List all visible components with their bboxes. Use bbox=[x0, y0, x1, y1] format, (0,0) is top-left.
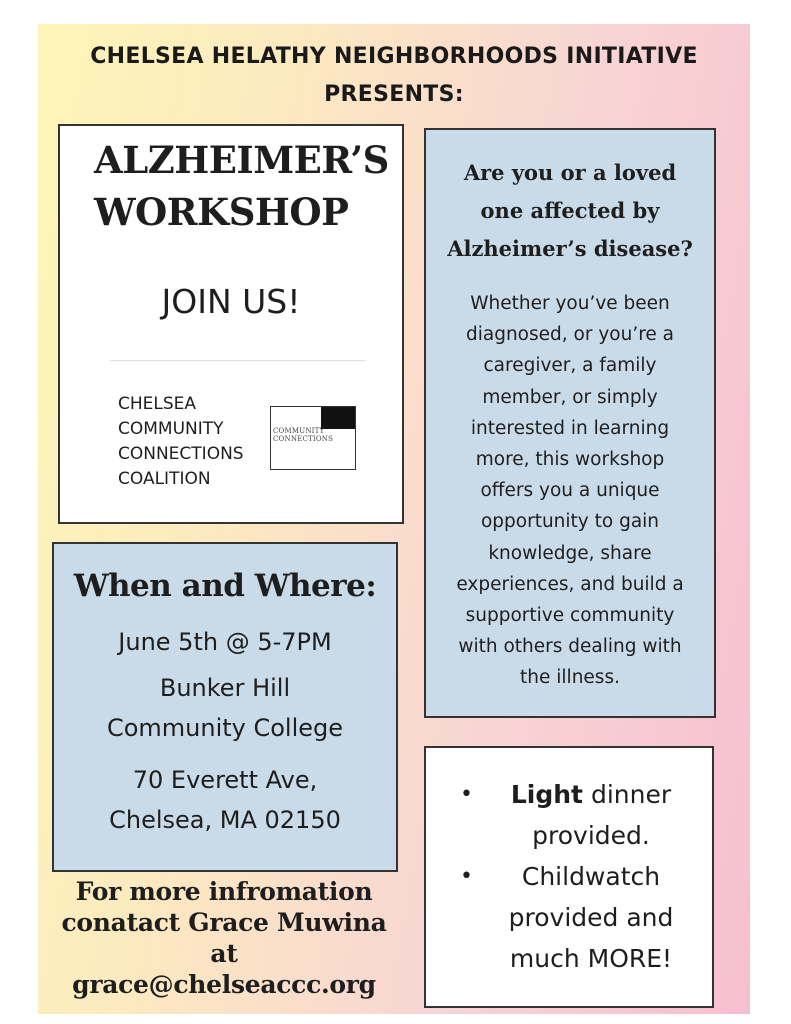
childwatch-line-1: Childwatch bbox=[521, 862, 661, 891]
coalition-name bbox=[118, 392, 244, 492]
flyer bbox=[38, 24, 750, 1014]
venue-line-2: Community College bbox=[106, 714, 344, 742]
join-us-text: JOIN US! bbox=[161, 282, 301, 321]
header-line-1: CHELSEA HELATHY NEIGHBORHOODS INITIATIVE bbox=[90, 44, 698, 69]
logo-black-block bbox=[321, 407, 355, 429]
workshop-title-line-1: ALZHEIMER’S bbox=[94, 138, 389, 182]
bullet-item-dinner bbox=[426, 774, 712, 856]
coalition-line: COMMUNITY bbox=[118, 419, 224, 439]
contact-info bbox=[38, 876, 410, 1000]
dinner-text: dinner bbox=[583, 780, 672, 809]
divider bbox=[110, 360, 366, 361]
dinner-bold-word: Light bbox=[510, 780, 584, 809]
event-date-time: June 5th @ 5-7PM bbox=[118, 628, 332, 656]
contact-email[interactable]: grace@chelseaccc.org bbox=[72, 970, 376, 999]
community-connections-logo bbox=[270, 406, 356, 470]
question-body: Whether you’ve been diagnosed, or you’re a caregiver, a family member, or simply interested in learning more, this workshop offers you a unique opportunity to gain knowledge, share experiences, and build a supportive community with others dealing with the illness. bbox=[456, 293, 684, 689]
features-box bbox=[424, 746, 714, 1008]
question-heading: Are you or a loved one affected by Alzheimer’s disease? bbox=[447, 160, 693, 261]
coalition-line: CHELSEA bbox=[118, 394, 197, 414]
bullet-icon: • bbox=[460, 782, 473, 807]
when-where-title: When and Where: bbox=[73, 568, 377, 604]
logo-text: COMMUNITY CONNECTIONS bbox=[273, 427, 334, 443]
bullet-item-childwatch bbox=[426, 856, 712, 979]
contact-line-3: at bbox=[210, 939, 238, 968]
workshop-title-line-2: WORKSHOP bbox=[94, 190, 349, 234]
contact-line-2: conatact Grace Muwina bbox=[61, 908, 387, 937]
contact-line-1: For more infromation bbox=[75, 877, 373, 906]
address-line-2: Chelsea, MA 02150 bbox=[109, 806, 341, 834]
question-box bbox=[424, 128, 716, 718]
header-line-2: PRESENTS: bbox=[324, 82, 464, 107]
when-where-box bbox=[52, 542, 398, 872]
title-box bbox=[58, 124, 404, 524]
dinner-text-line-2: provided. bbox=[532, 821, 650, 850]
childwatch-line-2: provided and bbox=[508, 903, 674, 932]
venue-line-1: Bunker Hill bbox=[159, 674, 291, 702]
childwatch-line-3: much MORE! bbox=[509, 944, 673, 973]
address-line-1: 70 Everett Ave, bbox=[132, 766, 318, 794]
bullet-icon: • bbox=[460, 864, 473, 889]
coalition-line: CONNECTIONS bbox=[118, 444, 244, 464]
coalition-line: COALITION bbox=[118, 469, 211, 489]
